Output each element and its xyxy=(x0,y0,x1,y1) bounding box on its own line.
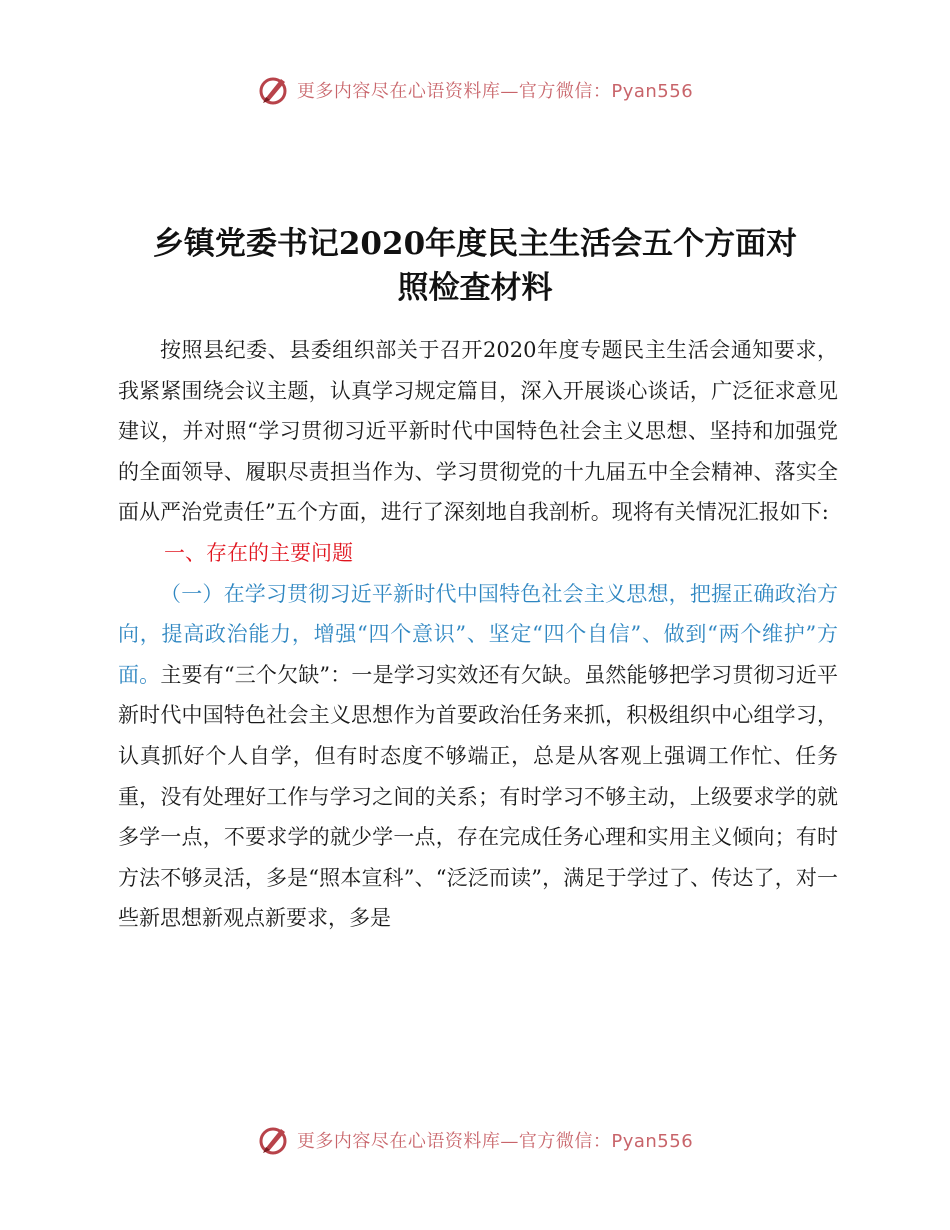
footer-watermark-banner xyxy=(0,1120,950,1160)
pen-logo-icon xyxy=(257,73,291,107)
pen-logo-icon xyxy=(257,1123,291,1157)
title-line-2: 照检查材料 xyxy=(397,270,553,306)
subsection-paragraph xyxy=(118,574,838,939)
subsection-body: 主要有“三个欠缺”：一是学习实效还有欠缺。虽然能够把学习贯彻习近平新时代中国特色社会主义思想作为首要政治任务来抓，积极组织中心组学习，认真抓好个人自学，但有时态度不够端正，总是从客观上强调工作忙、任务重，没有处理好工作与学习之间的关系；有时学习不够主动，上级要求学的就多学一点，不要求学的就少学一点，存在完成任务心理和实用主义倾向；有时方法不够灵活，多是“照本宣科”、“泛泛而读”，满足于学过了、传达了，对一些新思想新观点新要求，多是 xyxy=(118,662,838,931)
document-title xyxy=(100,222,850,310)
intro-paragraph: 按照县纪委、县委组织部关于召开2020年度专题民主生活会通知要求，我紧紧围绕会议主题，认真学习规定篇目，深入开展谈心谈话，广泛征求意见建议，并对照“学习贯彻习近平新时代中国特色社会主义思想、坚持和加强党的全面领导、履职尽责担当作为、学习贯彻党的十九届五中全会精神、落实全面从严治党责任”五个方面，进行了深刻地自我剖析。现将有关情况汇报如下: xyxy=(118,338,838,525)
document-body xyxy=(118,330,838,939)
subsection-heading: （一）在学习贯彻习近平新时代中国特色社会主义思想，把握正确政治方向，提高政治能力，增强“四个意识”、坚定“四个自信”、做到“两个维护”方面。 xyxy=(118,581,838,687)
header-watermark-banner xyxy=(0,70,950,110)
banner-text: 更多内容尽在心语资料库—官方微信：Pyan556 xyxy=(296,81,694,102)
banner-account: Pyan556 xyxy=(611,1131,694,1152)
banner-account: Pyan556 xyxy=(611,81,694,102)
title-line-1: 乡镇党委书记2020年度民主生活会五个方面对 xyxy=(152,226,798,262)
banner-text: 更多内容尽在心语资料库—官方微信：Pyan556 xyxy=(296,1131,694,1152)
section-heading: 一、存在的主要问题 xyxy=(164,540,353,565)
